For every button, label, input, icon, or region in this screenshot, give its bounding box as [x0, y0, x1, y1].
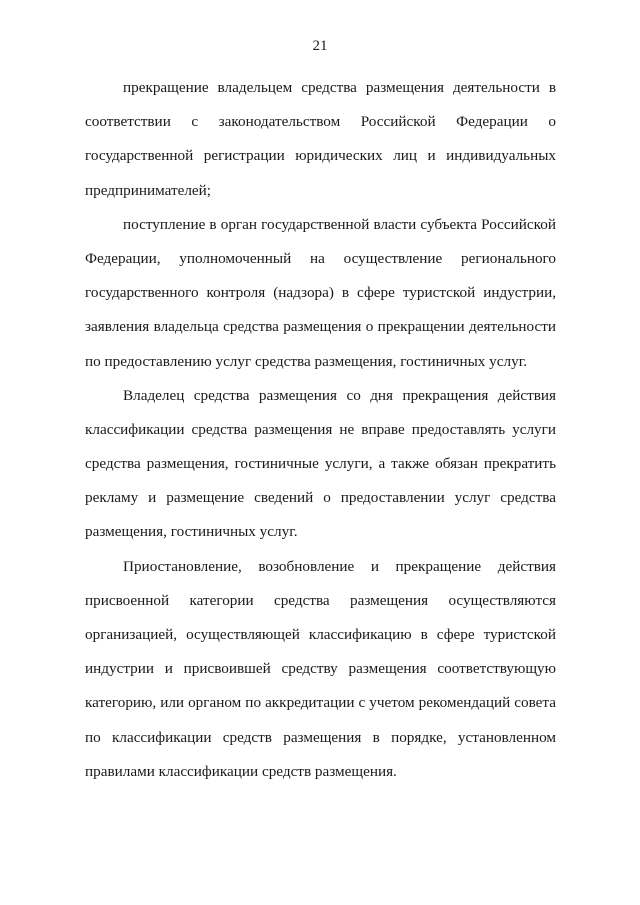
- text-line: Приостановление, возобновление и прекращение действия: [123, 557, 556, 575]
- document-body: [85, 71, 556, 789]
- text-line: поступление в орган государственной власти субъекта Российской: [123, 215, 556, 233]
- text-line: предпринимателей;: [85, 181, 211, 199]
- text-line: государственного контроля (надзора) в сфере туристской индустрии,: [85, 284, 556, 302]
- text-line: правилами классификации средств размещения.: [85, 762, 397, 780]
- paragraph-3: [85, 379, 556, 550]
- text-line: классификации средства размещения не вправе предоставлять услуги: [85, 420, 556, 438]
- text-line: по классификации средств размещения в порядке, установленном: [85, 728, 556, 746]
- text-line: индустрии и присвоившей средству размещения соответствующую: [85, 660, 556, 678]
- paragraph-2: [85, 208, 556, 379]
- text-line: заявления владельца средства размещения о прекращении деятельности: [85, 318, 556, 336]
- text-line: государственной регистрации юридических лиц и индивидуальных: [85, 147, 556, 165]
- text-line: категорию, или органом по аккредитации с учетом рекомендаций совета: [85, 694, 556, 712]
- paragraph-4: [85, 550, 556, 789]
- text-line: средства размещения, гостиничные услуги, а также обязан прекратить: [85, 455, 556, 473]
- text-line: рекламу и размещение сведений о предоставлении услуг средства: [85, 489, 556, 507]
- text-line: размещения, гостиничных услуг.: [85, 523, 298, 541]
- text-line: Федерации, уполномоченный на осуществление регионального: [85, 249, 556, 267]
- text-line: соответствии с законодательством Российской Федерации о: [85, 113, 556, 131]
- text-line: присвоенной категории средства размещения осуществляются: [85, 591, 556, 609]
- text-line: прекращение владельцем средства размещения деятельности в: [123, 79, 556, 96]
- paragraph-1: [85, 71, 556, 208]
- page-number: 21: [312, 38, 328, 54]
- text-line: организацией, осуществляющей классификацию в сфере туристской: [85, 626, 556, 643]
- text-line: по предоставлению услуг средства размещения, гостиничных услуг.: [85, 352, 528, 370]
- text-line: Владелец средства размещения со дня прекращения действия: [123, 386, 556, 404]
